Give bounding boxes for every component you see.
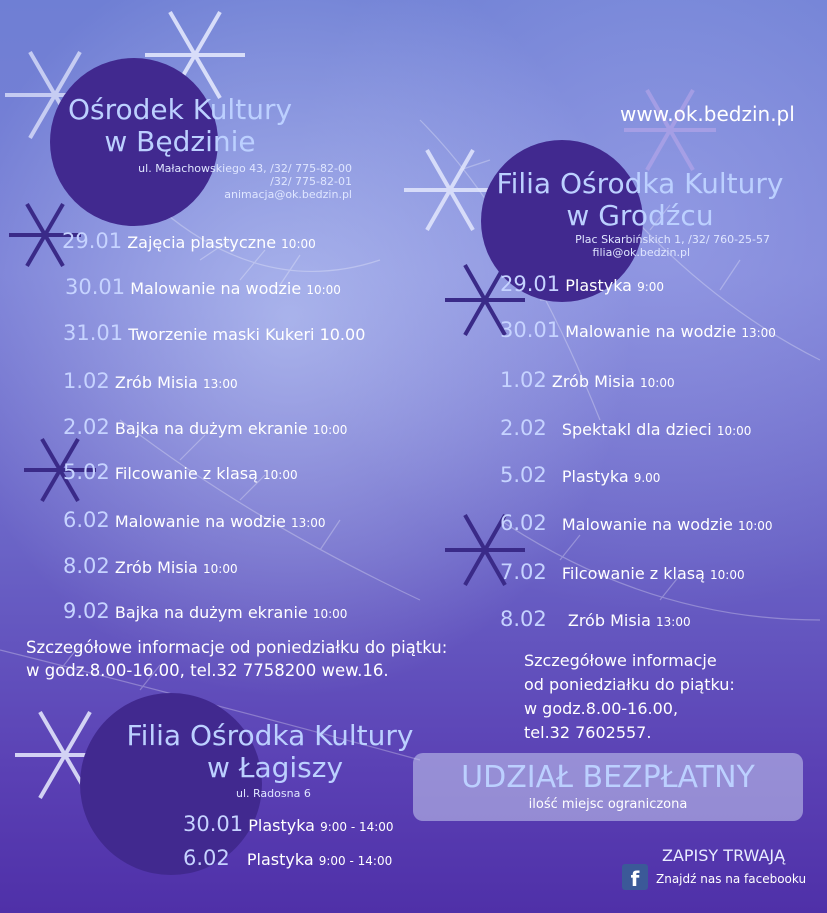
list-item <box>62 229 316 253</box>
event-date: 2.02 <box>63 415 110 439</box>
grodziec-info-line4: tel.32 7602557. <box>524 723 652 742</box>
list-item <box>183 812 394 836</box>
list-item <box>63 415 347 439</box>
event-date: 29.01 <box>62 229 123 253</box>
event-name: Malowanie na wodzie <box>130 279 302 298</box>
grodziec-title-line1: Filia Ośrodka Kultury <box>496 167 784 200</box>
event-time: 9.00 <box>633 471 661 485</box>
event-name: Plastyka <box>248 816 315 835</box>
event-time: 10:00 <box>306 283 341 297</box>
bedzin-title-line1: Ośrodek Kultury <box>67 93 293 126</box>
facebook-link[interactable]: Znajdź nas na facebooku <box>656 872 807 886</box>
lagisza-address: ul. Radosna 6 <box>236 787 311 800</box>
event-name: Tworzenie maski Kukeri 10.00 <box>128 325 366 344</box>
list-item <box>500 511 773 535</box>
banner-subline: ilość miejsc ograniczona <box>528 797 688 812</box>
grodziec-title-line2: w Grodźcu <box>566 199 714 232</box>
lagisza-title <box>120 720 420 784</box>
website-url[interactable]: www.ok.bedzin.pl <box>620 102 795 126</box>
event-name: Filcowanie z klasą <box>561 564 705 583</box>
event-date: 31.01 <box>63 321 124 345</box>
event-time: 13:00 <box>741 326 776 340</box>
event-name: Zrób Misia <box>567 611 651 630</box>
event-name: Malowanie na wodzie <box>561 515 733 534</box>
bedzin-info-line2: w godz.8.00-16.00, tel.32 7758200 wew.16. <box>26 661 389 680</box>
list-item <box>500 272 664 296</box>
list-item <box>500 463 660 487</box>
event-time: 13:00 <box>290 516 326 530</box>
event-name: Malowanie na wodzie <box>114 512 286 531</box>
event-date: 8.02 <box>500 607 547 631</box>
grodziec-info-line2: od poniedziałku do piątku: <box>524 675 735 694</box>
event-name: Plastyka <box>246 850 314 869</box>
event-date: 5.02 <box>63 460 110 484</box>
event-time: 10:00 <box>203 562 238 576</box>
event-name: Bajka na dużym ekranie <box>114 419 308 438</box>
bedzin-title-line2: w Będzinie <box>104 125 256 158</box>
event-date: 8.02 <box>63 554 110 578</box>
event-date: 5.02 <box>500 463 547 487</box>
event-name: Zajęcia plastyczne <box>127 233 277 252</box>
event-date: 30.01 <box>65 275 126 299</box>
event-time: 9:00 <box>637 280 665 294</box>
event-time: 13:00 <box>203 377 238 391</box>
signup-text: ZAPISY TRWAJĄ <box>662 846 786 865</box>
event-date: 30.01 <box>183 812 244 836</box>
list-item <box>65 275 341 299</box>
list-item <box>500 560 745 584</box>
banner-headline: UDZIAŁ BEZPŁATNY <box>461 760 755 795</box>
event-time: 10:00 <box>312 423 348 437</box>
list-item <box>63 554 238 578</box>
event-name: Zrób Misia <box>114 373 198 392</box>
event-time: 9:00 - 14:00 <box>318 854 393 868</box>
list-item <box>63 508 326 532</box>
lagisza-title-line2: w Łagiszy <box>206 751 344 784</box>
grodziec-info-line3: w godz.8.00-16.00, <box>524 699 679 718</box>
event-name: Malowanie na wodzie <box>565 322 737 341</box>
bedzin-info-line1: Szczegółowe informacje od poniedziałku do piątku: <box>26 638 448 657</box>
event-time: 10:00 <box>640 376 675 390</box>
list-item <box>500 607 691 631</box>
event-time: 10:00 <box>312 607 348 621</box>
bedzin-title <box>55 94 305 158</box>
event-time: 9:00 - 14:00 <box>320 820 394 834</box>
list-item <box>63 599 347 623</box>
event-date: 29.01 <box>500 272 561 296</box>
grodziec-address <box>490 233 770 259</box>
event-date: 1.02 <box>500 368 547 392</box>
event-name: Zrób Misia <box>551 372 635 391</box>
event-date: 30.01 <box>500 318 561 342</box>
list-item <box>63 369 238 393</box>
event-date: 6.02 <box>63 508 110 532</box>
list-item <box>500 416 751 440</box>
lagisza-title-line1: Filia Ośrodka Kultury <box>126 719 414 752</box>
grodziec-title <box>490 168 790 232</box>
event-time: 10:00 <box>710 568 745 582</box>
list-item <box>183 846 392 870</box>
grodziec-address-line: Plac Skarbińskich 1, /32/ 760-25-57 <box>575 233 770 246</box>
event-date: 1.02 <box>63 369 110 393</box>
event-time: 10:00 <box>716 424 752 438</box>
grodziec-email[interactable]: filia@ok.bedzin.pl <box>592 246 690 259</box>
event-time: 10:00 <box>281 237 316 251</box>
event-name: Zrób Misia <box>114 558 198 577</box>
bedzin-address-line: ul. Małachowskiego 43, /32/ 775-82-00 <box>138 162 352 175</box>
event-time: 10:00 <box>263 468 298 482</box>
grodziec-info-line1: Szczegółowe informacje <box>524 651 717 670</box>
bedzin-phone2: /32/ 775-82-01 <box>270 175 352 188</box>
bedzin-email[interactable]: animacja@ok.bedzin.pl <box>224 188 352 201</box>
snowflake-icon <box>620 80 720 180</box>
event-name: Plastyka <box>561 467 629 486</box>
event-time: 10:00 <box>737 519 773 533</box>
event-date: 6.02 <box>500 511 547 535</box>
event-date: 6.02 <box>183 846 230 870</box>
list-item <box>500 318 776 342</box>
bedzin-address <box>80 162 352 201</box>
event-date: 9.02 <box>63 599 110 623</box>
event-time: 13:00 <box>656 615 691 629</box>
facebook-icon[interactable]: f <box>622 864 648 890</box>
event-date: 7.02 <box>500 560 547 584</box>
event-name: Plastyka <box>565 276 632 295</box>
list-item <box>500 368 675 392</box>
event-name: Spektakl dla dzieci <box>561 420 712 439</box>
event-date: 2.02 <box>500 416 547 440</box>
event-name: Filcowanie z klasą <box>114 464 258 483</box>
list-item <box>63 460 298 484</box>
event-name: Bajka na dużym ekranie <box>114 603 308 622</box>
list-item <box>63 321 365 345</box>
